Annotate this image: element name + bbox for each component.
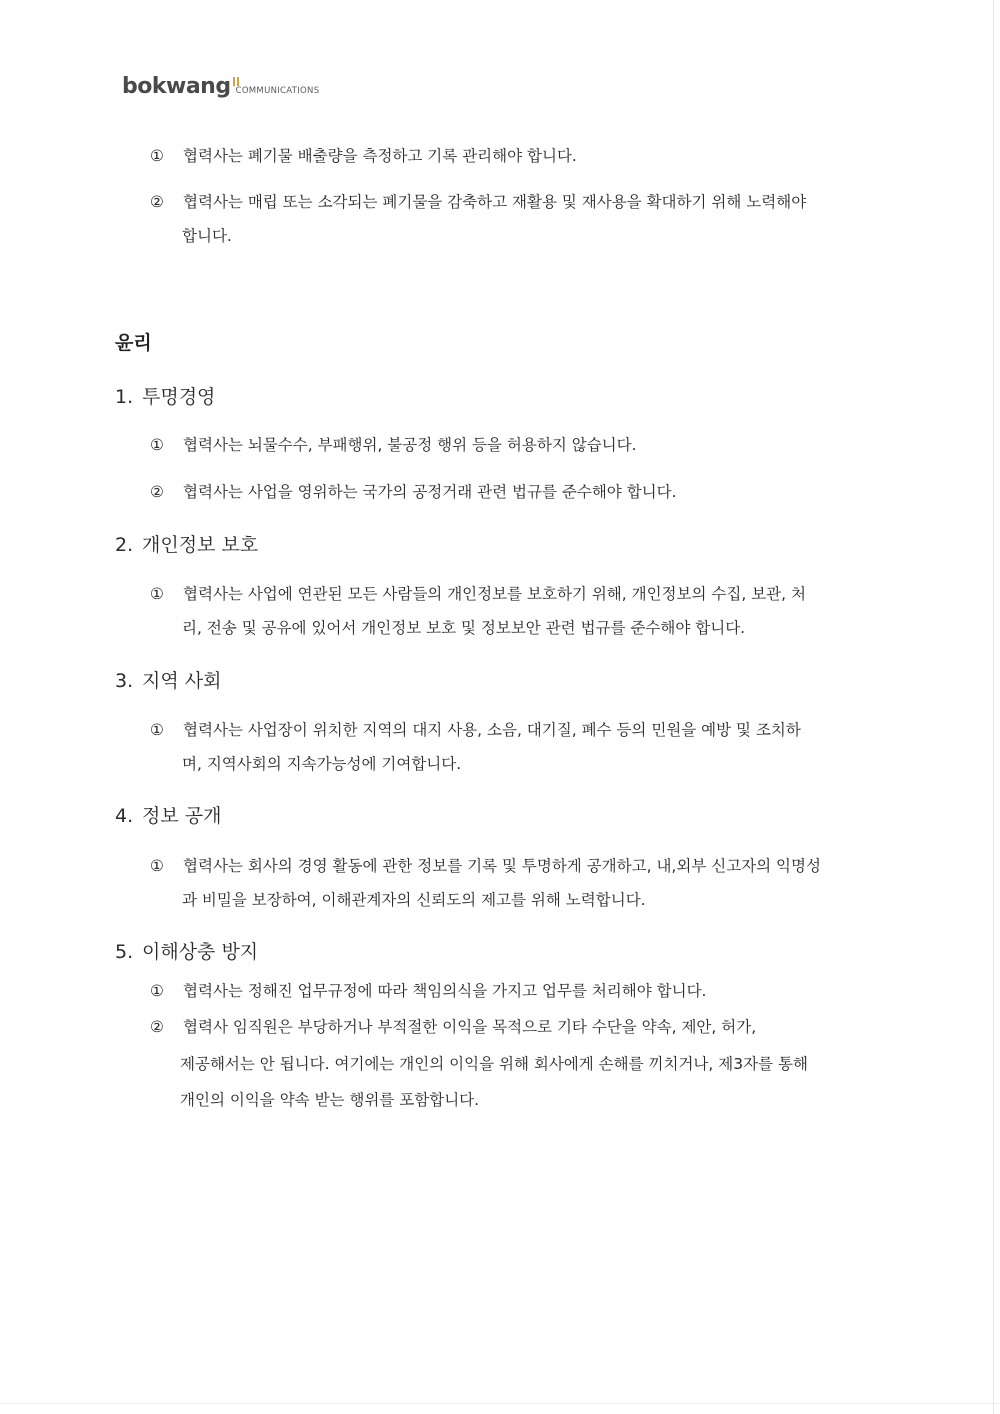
subsection-heading xyxy=(115,937,258,964)
list-item xyxy=(150,1010,756,1044)
heading-number: 1. xyxy=(115,386,134,408)
list-item xyxy=(150,139,577,173)
item-text: 협력사는 사업에 연관된 모든 사람들의 개인정보를 보호하기 위해, 개인정보의 수집, 보관, 처 xyxy=(183,585,806,603)
heading-title: 이해상충 방지 xyxy=(142,941,259,963)
item-text-continued: 개인의 이익을 약속 받는 행위를 포함합니다. xyxy=(180,1091,480,1109)
item-text-continued: 리, 전송 및 공유에 있어서 개인정보 보호 및 정보보안 관련 법규를 준수해야 합니다. xyxy=(182,619,746,637)
item-number: ① xyxy=(150,147,164,165)
list-item xyxy=(150,974,706,1008)
item-text: 협력사는 사업장이 위치한 지역의 대지 사용, 소음, 대기질, 폐수 등의 민원을 예방 및 조치하 xyxy=(183,721,801,739)
item-text: 협력사는 사업을 영위하는 국가의 공정거래 관련 법규를 준수해야 합니다. xyxy=(183,483,677,501)
scan-edge xyxy=(0,1403,1000,1404)
item-text-continued: 과 비밀을 보장하여, 이해관계자의 신뢰도의 제고를 위해 노력합니다. xyxy=(182,891,646,909)
logo-wordmark: bokwang xyxy=(122,74,231,99)
item-number: ① xyxy=(150,436,164,454)
logo-accent-icon xyxy=(233,77,239,86)
item-text: 협력사는 뇌물수수, 부패행위, 불공정 행위 등을 허용하지 않습니다. xyxy=(183,436,637,454)
subsection-heading xyxy=(115,382,215,409)
heading-title: 투명경영 xyxy=(142,386,216,408)
subsection-heading xyxy=(115,666,221,693)
list-item xyxy=(150,849,821,883)
item-text-continued: 합니다. xyxy=(182,227,232,245)
subsection-heading xyxy=(115,530,258,557)
scan-edge xyxy=(993,0,994,1414)
logo-subtitle: COMMUNICATIONS xyxy=(235,86,320,96)
subsection-heading xyxy=(115,801,221,828)
item-text-continued: 제공해서는 안 됩니다. 여기에는 개인의 이익을 위해 회사에게 손해를 끼치거나, 제3자를 통해 xyxy=(180,1055,808,1073)
list-item xyxy=(150,185,806,219)
item-number: ② xyxy=(150,1018,164,1036)
item-number: ① xyxy=(150,857,164,875)
item-text: 협력사는 매립 또는 소각되는 폐기물을 감축하고 재활용 및 재사용을 확대하기 위해 노력해야 xyxy=(183,193,807,211)
list-item xyxy=(150,713,801,747)
heading-title: 개인정보 보호 xyxy=(142,534,259,556)
item-text: 협력사는 폐기물 배출량을 측정하고 기록 관리해야 합니다. xyxy=(183,147,577,165)
item-number: ② xyxy=(150,483,164,501)
list-item xyxy=(150,577,806,611)
heading-number: 4. xyxy=(115,805,134,827)
item-number: ① xyxy=(150,982,164,1000)
heading-number: 3. xyxy=(115,670,134,692)
item-text: 협력사 임직원은 부당하거나 부적절한 이익을 목적으로 기타 수단을 약속, 제안, 허가, xyxy=(183,1018,757,1036)
heading-number: 5. xyxy=(115,941,134,963)
list-item xyxy=(150,428,637,462)
heading-number: 2. xyxy=(115,534,134,556)
item-text: 협력사는 회사의 경영 활동에 관한 정보를 기록 및 투명하게 공개하고, 내,외부 신고자의 익명성 xyxy=(183,857,821,875)
item-text: 협력사는 정해진 업무규정에 따라 책임의식을 가지고 업무를 처리해야 합니다. xyxy=(183,982,707,1000)
heading-title: 정보 공개 xyxy=(142,805,222,827)
item-number: ① xyxy=(150,585,164,603)
section-title: 윤리 xyxy=(115,332,152,354)
item-number: ② xyxy=(150,193,164,211)
heading-title: 지역 사회 xyxy=(142,670,222,692)
item-text-continued: 며, 지역사회의 지속가능성에 기여합니다. xyxy=(182,755,462,773)
company-logo xyxy=(122,68,319,98)
item-number: ① xyxy=(150,721,164,739)
list-item xyxy=(150,475,677,509)
